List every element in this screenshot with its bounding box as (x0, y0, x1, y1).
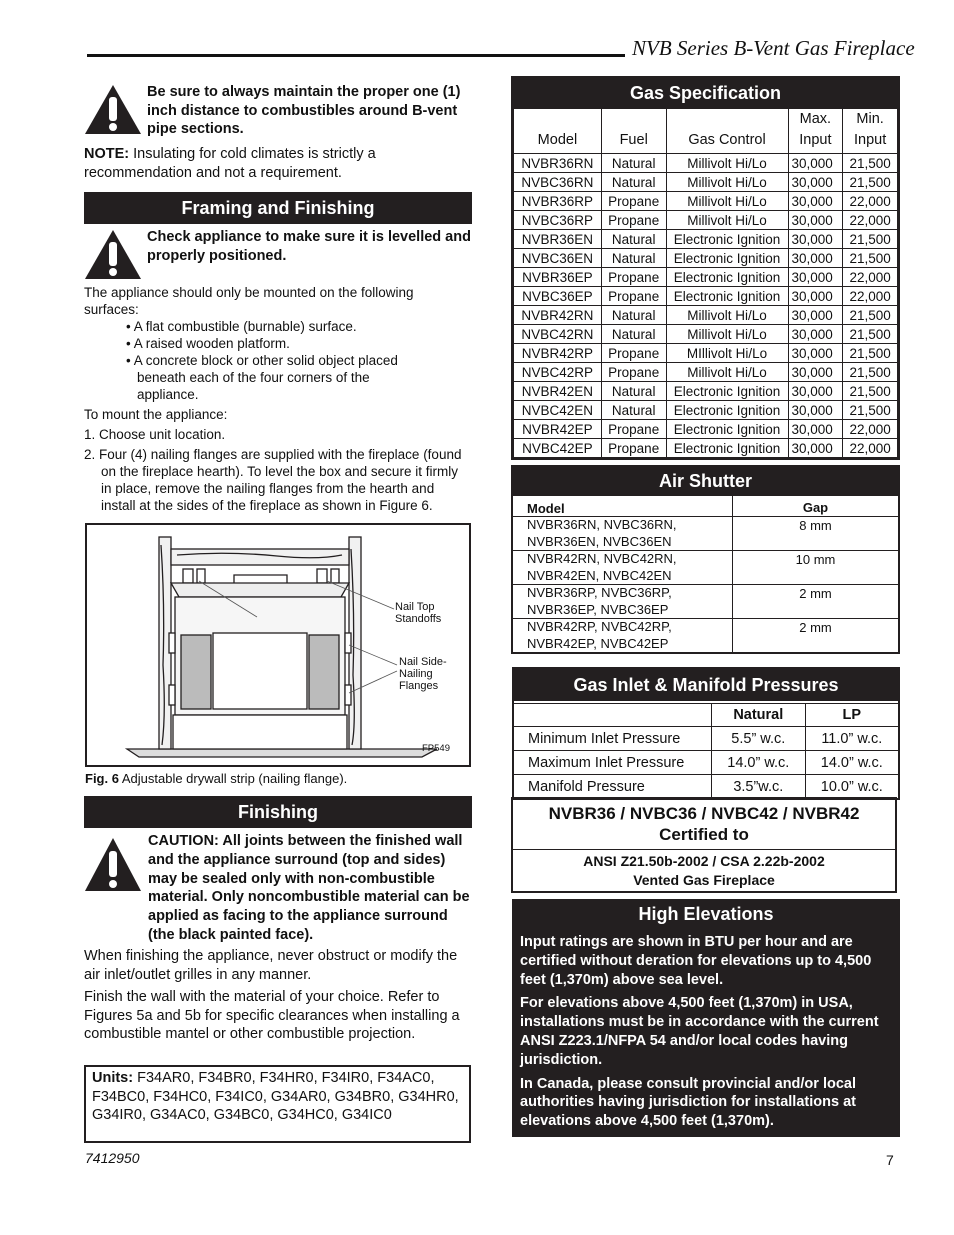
table-cell: 22,000 (843, 211, 898, 230)
table-cell: Electronic Ignition (666, 268, 788, 287)
column-header: Max. Input (788, 109, 843, 154)
table-cell: Electronic Ignition (666, 401, 788, 420)
table-cell: NVBC36RN (514, 173, 602, 192)
gas-spec-row (514, 287, 898, 306)
table-cell: 30,000 (788, 192, 843, 211)
surface-item: • A flat combustible (burnable) surface. (126, 319, 357, 334)
table-cell: Natural (601, 325, 666, 344)
table-cell: Propane (601, 192, 666, 211)
table-cell: Electronic Ignition (666, 230, 788, 249)
warning-icon (84, 228, 142, 280)
header-title: NVB Series B-Vent Gas Fireplace (632, 36, 915, 60)
gas-spec-header-row (514, 109, 898, 154)
table-cell: Natural (601, 249, 666, 268)
table-cell: Millivolt Hi/Lo (666, 154, 788, 173)
table-cell: 30,000 (788, 211, 843, 230)
air-shutter-body (513, 517, 898, 653)
warning-block-1 (84, 83, 474, 139)
table-cell: 30,000 (788, 154, 843, 173)
table-cell: Propane (601, 363, 666, 382)
model-line: NVBR36RN, NVBC36RN, (527, 517, 677, 532)
framing-section-title: Framing and Finishing (84, 192, 472, 224)
pressures-table (514, 703, 898, 798)
pressures-body (514, 727, 898, 799)
table-cell: NVBC42RN (514, 325, 602, 344)
warning-icon (84, 83, 142, 135)
finishing-paragraph-2: Finish the wall with the material of your choice. Refer to Figures 5a and 5b for specific clearances when installing a combustible mantel or other combustible projection. (84, 989, 460, 1042)
gap-cell: 2 mm (799, 620, 832, 635)
table-cell: 3.5”w.c. (712, 775, 806, 799)
model-line: NVBR42RP, NVBC42RP, (527, 619, 672, 634)
certified-line-1: NVBR36 / NVBC36 / NVBC42 / NVBR42 (548, 804, 860, 823)
gas-spec-row (514, 439, 898, 458)
table-cell: NVBC36EP (514, 287, 602, 306)
model-cell (513, 619, 733, 653)
surface-item: • A concrete block or other solid object placed beneath each of the four corners of the appliance. (126, 353, 398, 402)
air-shutter-row (513, 585, 898, 619)
table-cell: Manifold Pressure (514, 775, 712, 799)
header-rule (87, 54, 625, 57)
table-cell: NVBC42RP (514, 363, 602, 382)
table-cell: Millivolt Hi/Lo (666, 363, 788, 382)
column-header (514, 704, 712, 727)
table-cell: Minimum Inlet Pressure (514, 727, 712, 751)
table-cell: Natural (601, 382, 666, 401)
gas-spec-row (514, 306, 898, 325)
high-elevations-panel (512, 899, 900, 1137)
table-cell: 21,500 (843, 344, 898, 363)
table-cell: 30,000 (788, 363, 843, 382)
table-cell: 30,000 (788, 230, 843, 249)
note-paragraph (84, 145, 469, 182)
figure-caption-text: Adjustable drywall strip (nailing flange). (118, 771, 348, 786)
table-cell: 22,000 (843, 287, 898, 306)
certified-standard-2: Vented Gas Fireplace (633, 872, 775, 888)
high-elevations-paragraph-3: In Canada, please consult provincial and/or local authorities having jurisdiction for installations at elevations above 4,500 feet (1,370m). (520, 1075, 857, 1130)
table-cell: Natural (601, 173, 666, 192)
table-cell: 21,500 (843, 325, 898, 344)
high-elevations-paragraph-2: For elevations above 4,500 feet (1,370m) in USA, installations must be in accordance with the current ANSI Z223.1/NFPA 54 and/or local codes having jurisdiction. (520, 995, 879, 1068)
table-cell: 30,000 (788, 325, 843, 344)
pressure-row (514, 727, 898, 751)
gas-spec-row (514, 268, 898, 287)
step-1: 1. Choose unit location. (84, 427, 226, 442)
air-shutter-table (513, 496, 898, 652)
table-cell: Propane (601, 268, 666, 287)
note-text: Insulating for cold climates is strictly a recommendation and not a requirement. (84, 146, 376, 181)
table-cell: Natural (601, 230, 666, 249)
figure-code: FP549 (422, 743, 450, 754)
figure-label-side-flanges: Nail Side-Nailing Flanges (399, 656, 447, 692)
table-cell: NVBR42RN (514, 306, 602, 325)
table-cell: MIllivolt Hi/Lo (666, 344, 788, 363)
units-label: Units: (92, 1070, 134, 1086)
table-cell: NVBC36EN (514, 249, 602, 268)
air-shutter-title: Air Shutter (513, 467, 898, 496)
table-cell: Maximum Inlet Pressure (514, 751, 712, 775)
table-cell: 5.5” w.c. (712, 727, 806, 751)
to-mount-label: To mount the appliance: (84, 407, 228, 422)
gap-cell: 10 mm (733, 551, 899, 585)
mount-intro: The appliance should only be mounted on the following surfaces: (84, 285, 414, 317)
gas-spec-row (514, 420, 898, 439)
gas-spec-title: Gas Specification (513, 78, 898, 108)
table-cell: Millivolt Hi/Lo (666, 211, 788, 230)
table-cell: 22,000 (843, 268, 898, 287)
units-box (84, 1065, 471, 1143)
step-2: 2. Four (4) nailing flanges are supplied with the fireplace (found on the fireplace hearth). To level the box and secure it firmly in place, remove the nailing flanges from the hearth and install at the sides of the fireplace as shown in Figure 6. (84, 447, 462, 513)
table-cell: 30,000 (788, 249, 843, 268)
gas-spec-body (514, 154, 898, 458)
table-cell: Propane (601, 439, 666, 458)
table-cell: NVBC42EP (514, 439, 602, 458)
certified-line-2: Certified to (659, 825, 749, 844)
gas-spec-row (514, 382, 898, 401)
table-cell: Natural (601, 306, 666, 325)
air-shutter-header-row (513, 496, 898, 517)
gas-spec-row (514, 173, 898, 192)
gas-spec-table (513, 108, 898, 458)
table-cell: Electronic Ignition (666, 439, 788, 458)
figure-label-top-standoffs: Nail Top Standoffs (395, 601, 442, 625)
caution-text: CAUTION: All joints between the finished wall and the appliance surround (top and sides) may be sealed only with non-combustible material. Only noncombustible material can be applied as facing to the appliance surround (the black painted face). (148, 833, 470, 943)
high-elevations-paragraph-1: Input ratings are shown in BTU per hour and are certified without deration for elevations up to 4,500 feet (1,370m) above sea level. (520, 934, 872, 988)
table-cell: NVBC42EN (514, 401, 602, 420)
model-cell (513, 585, 733, 619)
fireplace-framing-illustration (87, 525, 469, 765)
model-line: NVBR42EP, NVBC42EP (527, 635, 669, 651)
table-cell: 21,500 (843, 382, 898, 401)
model-line: NVBR36RP, NVBC36RP, (527, 585, 672, 600)
pressures-title: Gas Inlet & Manifold Pressures (514, 669, 898, 701)
high-elevations-title: High Elevations (638, 904, 774, 924)
gas-spec-row (514, 344, 898, 363)
table-cell: 22,000 (843, 439, 898, 458)
table-cell: 30,000 (788, 420, 843, 439)
table-cell: Propane (601, 287, 666, 306)
gap-cell: 8 mm (733, 517, 899, 551)
table-cell: 21,500 (843, 173, 898, 192)
table-cell: NVBR36EN (514, 230, 602, 249)
model-line: NVBR36EN, NVBC36EN (527, 533, 672, 549)
pressures-panel (512, 667, 900, 800)
certified-standard (513, 849, 895, 890)
table-cell: Millivolt Hi/Lo (666, 192, 788, 211)
column-header: Model (514, 109, 602, 154)
table-cell: 30,000 (788, 173, 843, 192)
table-cell: NVBR36RP (514, 192, 602, 211)
table-cell: 21,500 (843, 363, 898, 382)
gas-spec-row (514, 192, 898, 211)
document-number: 7412950 (85, 1150, 140, 1166)
air-shutter-panel (511, 465, 900, 654)
table-cell: 21,500 (843, 249, 898, 268)
model-line: NVBR42EN, NVBC42EN (527, 567, 672, 583)
table-cell: Propane (601, 344, 666, 363)
gas-spec-row (514, 211, 898, 230)
table-cell: Electronic Ignition (666, 287, 788, 306)
column-header: Gas Control (666, 109, 788, 154)
gas-spec-panel (511, 76, 900, 460)
table-cell: Electronic Ignition (666, 249, 788, 268)
gas-spec-row (514, 230, 898, 249)
certified-models (513, 799, 895, 845)
table-cell: 30,000 (788, 344, 843, 363)
pressures-header-row (514, 704, 898, 727)
air-shutter-row (513, 619, 898, 653)
warning-text-2: Check appliance to make sure it is levelled and properly positioned. (147, 229, 471, 264)
table-cell: NVBR42EP (514, 420, 602, 439)
warning-text-1: Be sure to always maintain the proper one (1) inch distance to combustibles around B-vent pipe sections. (147, 84, 461, 137)
table-cell: Electronic Ignition (666, 382, 788, 401)
finishing-section-title: Finishing (84, 796, 472, 828)
table-cell: Millivolt Hi/Lo (666, 325, 788, 344)
table-cell: Propane (601, 211, 666, 230)
table-cell: Propane (601, 420, 666, 439)
table-cell: 21,500 (843, 401, 898, 420)
table-cell: 30,000 (788, 287, 843, 306)
table-cell: 30,000 (788, 268, 843, 287)
gas-spec-row (514, 249, 898, 268)
gas-spec-row (514, 325, 898, 344)
pressure-row (514, 775, 898, 799)
table-cell: 30,000 (788, 306, 843, 325)
model-cell (513, 551, 733, 585)
table-cell: 30,000 (788, 439, 843, 458)
column-header: Fuel (601, 109, 666, 154)
figure-caption-label: Fig. 6 (85, 771, 119, 786)
table-cell: Electronic Ignition (666, 420, 788, 439)
pressure-row (514, 751, 898, 775)
surface-list (126, 318, 406, 403)
certified-standard-1: ANSI Z21.50b-2002 / CSA 2.22b-2002 (583, 853, 825, 869)
table-cell: 30,000 (788, 401, 843, 420)
table-cell: 11.0” w.c. (805, 727, 898, 751)
table-cell: Millivolt Hi/Lo (666, 173, 788, 192)
table-cell: NVBR42RP (514, 344, 602, 363)
gap-cell: 2 mm (733, 585, 899, 619)
figure-6-frame (85, 523, 471, 767)
table-cell: NVBR42EN (514, 382, 602, 401)
table-cell: 21,500 (843, 154, 898, 173)
figure-caption (85, 771, 347, 786)
model-line: NVBR36EP, NVBC36EP (527, 601, 669, 617)
column-header: Min. Input (843, 109, 898, 154)
table-cell: 21,500 (843, 230, 898, 249)
caution-block (84, 832, 474, 945)
model-cell (513, 517, 733, 551)
gas-spec-row (514, 154, 898, 173)
column-header: Model (513, 496, 733, 517)
units-list: F34AR0, F34BR0, F34HR0, F34IR0, F34AC0, F34BC0, F34HC0, F34IC0, G34AR0, G34BR0, G34HR0, G34IR0, G34AC0, G34BC0, G34HC0, G34IC0 (92, 1070, 459, 1123)
finishing-paragraph-1: When finishing the appliance, never obstruct or modify the air inlet/outlet grilles in any manner. (84, 948, 458, 983)
table-cell: 22,000 (843, 420, 898, 439)
table-cell: 14.0” w.c. (712, 751, 806, 775)
table-cell: Millivolt Hi/Lo (666, 306, 788, 325)
warning-icon (84, 836, 142, 892)
table-cell: 22,000 (843, 192, 898, 211)
page-number: 7 (886, 1152, 894, 1168)
table-cell: 10.0” w.c. (805, 775, 898, 799)
gas-spec-row (514, 363, 898, 382)
column-header: Gap (733, 496, 899, 517)
air-shutter-row (513, 517, 898, 551)
table-cell: 21,500 (843, 306, 898, 325)
warning-block-2 (84, 228, 474, 280)
column-header: Natural (712, 704, 806, 727)
table-cell: Natural (601, 154, 666, 173)
surface-item: • A raised wooden platform. (126, 336, 290, 351)
note-label: NOTE: (84, 146, 130, 162)
table-cell: NVBC36RP (514, 211, 602, 230)
table-cell: 30,000 (788, 382, 843, 401)
air-shutter-row (513, 551, 898, 585)
model-line: NVBR42RN, NVBC42RN, (527, 551, 677, 566)
column-header: LP (805, 704, 898, 727)
gas-spec-row (514, 401, 898, 420)
table-cell: 14.0” w.c. (805, 751, 898, 775)
table-cell: NVBR36RN (514, 154, 602, 173)
table-cell: Natural (601, 401, 666, 420)
table-cell: NVBR36EP (514, 268, 602, 287)
certification-box (511, 797, 897, 893)
